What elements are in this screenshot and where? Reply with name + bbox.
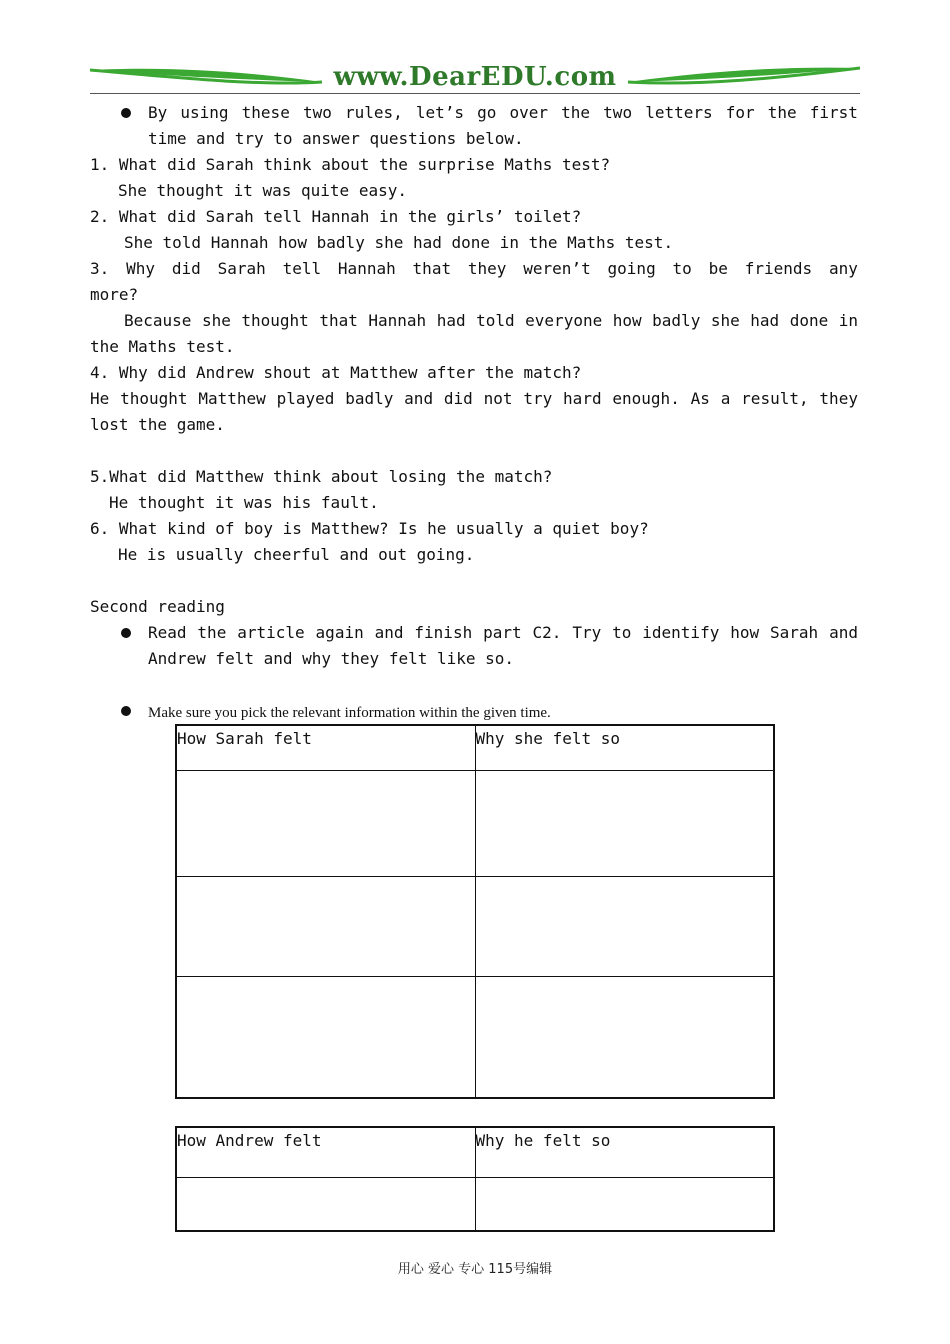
word: the <box>561 103 591 122</box>
answer-4-line-1 <box>90 386 858 412</box>
word: badly <box>345 389 394 408</box>
question-3-line-1 <box>90 256 858 282</box>
word: enough. <box>612 389 680 408</box>
word: two <box>603 103 633 122</box>
word: two <box>302 103 332 122</box>
word: By <box>148 103 168 122</box>
word: and <box>829 623 858 642</box>
word: Read <box>148 623 187 642</box>
table-sarah-cell[interactable] <box>176 876 475 976</box>
table-sarah <box>175 724 775 1099</box>
word: that <box>319 311 358 330</box>
word: and <box>404 389 434 408</box>
word: first <box>809 103 858 122</box>
word: that <box>412 259 452 278</box>
second-reading-line-2: Andrew felt and why they felt like so. <box>148 649 515 668</box>
word: result, <box>741 389 809 408</box>
word: Sarah <box>770 623 819 642</box>
word: letters <box>645 103 713 122</box>
word: be <box>708 259 728 278</box>
question-4: 4. Why did Andrew shout at Matthew after the match? <box>90 363 582 382</box>
word: the <box>767 103 797 122</box>
answer-4-line-2: lost the game. <box>90 415 225 434</box>
word: finish <box>414 623 473 642</box>
site-logo[interactable]: www.DearEDU.com <box>333 62 617 92</box>
word: she <box>710 311 740 330</box>
word: they <box>467 259 507 278</box>
answer-6: He is usually cheerful and out going. <box>118 545 475 564</box>
answer-3-line-2: the Maths test. <box>90 337 235 356</box>
question-3-line-2: more? <box>90 285 139 304</box>
table-sarah-cell[interactable] <box>475 876 774 976</box>
table-andrew <box>175 1126 775 1232</box>
word: done <box>789 311 829 330</box>
word: a <box>720 389 731 408</box>
word: thought <box>241 311 309 330</box>
word: C2. <box>532 623 562 642</box>
word: in <box>838 311 858 330</box>
word: had <box>750 311 780 330</box>
header-divider <box>90 93 860 94</box>
word: everyone <box>525 311 603 330</box>
word: using <box>180 103 229 122</box>
question-2: 2. What did Sarah tell Hannah in the girls’ toilet? <box>90 207 582 226</box>
word: Sarah <box>217 259 266 278</box>
question-1: 1. What did Sarah think about the surprise Maths test? <box>90 155 611 174</box>
word: 3. <box>90 259 110 278</box>
bullet-icon <box>121 108 131 118</box>
word: Why <box>126 259 155 278</box>
word: how <box>730 623 760 642</box>
word: Because <box>124 311 192 330</box>
word: had <box>436 311 466 330</box>
word: Hannah <box>368 311 427 330</box>
word: she <box>201 311 231 330</box>
word: again <box>315 623 364 642</box>
word: going <box>607 259 656 278</box>
bullet-icon <box>121 628 131 638</box>
word: played <box>276 389 335 408</box>
section-title-second-reading: Second reading <box>90 597 225 616</box>
word: Hannah <box>337 259 396 278</box>
word: did <box>443 389 473 408</box>
word: to <box>612 623 632 642</box>
word: badly <box>652 311 701 330</box>
table-sarah-cell[interactable] <box>475 976 774 1098</box>
word: the <box>197 623 227 642</box>
answer-3-line-1 <box>124 308 858 334</box>
question-5: 5.What did Matthew think about losing the match? <box>90 467 553 486</box>
word: weren’t <box>523 259 591 278</box>
intro-line-1 <box>148 100 858 126</box>
word: Matthew <box>198 389 266 408</box>
word: tell <box>282 259 322 278</box>
table-sarah-cell[interactable] <box>176 976 475 1098</box>
table-andrew-header-how: How Andrew felt <box>176 1127 475 1177</box>
question-6: 6. What kind of boy is Matthew? Is he usually a quiet boy? <box>90 519 649 538</box>
word: rules, <box>344 103 403 122</box>
table-sarah-header-why: Why she felt so <box>475 725 774 770</box>
word: to <box>672 259 692 278</box>
word: identify <box>642 623 720 642</box>
header-banner <box>90 60 860 94</box>
word: hard <box>563 389 602 408</box>
word: not <box>483 389 513 408</box>
word: did <box>171 259 201 278</box>
table-andrew-header-why: Why he felt so <box>475 1127 774 1177</box>
word: part <box>483 623 522 642</box>
word: and <box>374 623 404 642</box>
word: As <box>690 389 710 408</box>
table-andrew-cell[interactable] <box>475 1177 774 1231</box>
second-reading-bullet-2: Make sure you pick the relevant information within the given time. <box>148 705 551 721</box>
word: told <box>476 311 515 330</box>
second-reading-line-1 <box>148 620 858 646</box>
intro-line-2: time and try to answer questions below. <box>148 129 524 148</box>
word: over <box>509 103 549 122</box>
table-sarah-cell[interactable] <box>475 770 774 876</box>
table-sarah-cell[interactable] <box>176 770 475 876</box>
answer-2: She told Hannah how badly she had done in the Maths test. <box>124 233 674 252</box>
word: try <box>523 389 553 408</box>
word: article <box>237 623 305 642</box>
word: Try <box>572 623 602 642</box>
answer-1: She thought it was quite easy. <box>118 181 407 200</box>
table-sarah-header-how: How Sarah felt <box>176 725 475 770</box>
word: any <box>828 259 858 278</box>
word: let’s <box>415 103 465 122</box>
answer-5: He thought it was his fault. <box>109 493 379 512</box>
bullet-icon <box>121 706 131 716</box>
word: these <box>241 103 290 122</box>
word: for <box>725 103 755 122</box>
table-andrew-cell[interactable] <box>176 1177 475 1231</box>
page-footer: 用心 爱心 专心 115号编辑 <box>397 1262 553 1277</box>
word: He <box>90 389 110 408</box>
word: how <box>612 311 642 330</box>
word: thought <box>120 389 188 408</box>
word: friends <box>744 259 813 278</box>
word: go <box>477 103 497 122</box>
word: they <box>819 389 858 408</box>
